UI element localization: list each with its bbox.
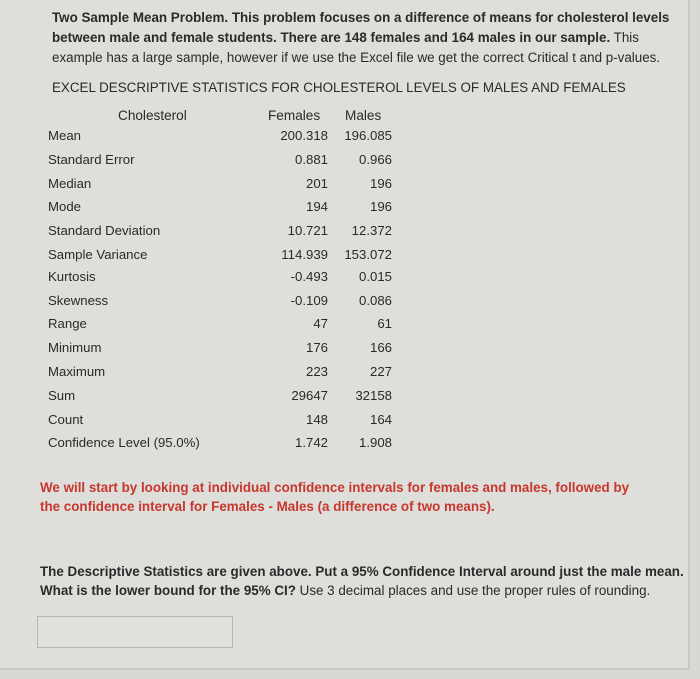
females-value: 201 bbox=[305, 175, 328, 191]
row-label: Mode bbox=[48, 199, 81, 215]
females-value: 200.318 bbox=[280, 128, 328, 143]
females-value: 148 bbox=[305, 411, 328, 427]
males-value: 166 bbox=[369, 340, 392, 356]
row-label: Sum bbox=[48, 387, 76, 403]
table-row bbox=[48, 223, 408, 245]
row-label: Standard Error bbox=[48, 151, 135, 167]
answer-input[interactable] bbox=[37, 616, 233, 648]
females-value: -0.109 bbox=[290, 292, 328, 308]
males-value: 0.015 bbox=[358, 268, 392, 284]
header-cholesterol: Cholesterol bbox=[118, 108, 187, 123]
row-label: Median bbox=[48, 175, 92, 191]
row-label: Confidence Level (95.0%) bbox=[48, 435, 200, 451]
row-label: Range bbox=[48, 316, 87, 332]
intro-normal: This example has a large sample, however if we use the Excel file we get the correct Critical t and p-values. bbox=[52, 30, 661, 65]
row-label: Count bbox=[48, 411, 84, 427]
males-value: 164 bbox=[369, 411, 392, 427]
table-row bbox=[48, 412, 408, 434]
table-row bbox=[48, 152, 408, 174]
females-value: 0.881 bbox=[294, 151, 328, 167]
females-value: 29647 bbox=[291, 387, 328, 403]
row-label: Skewness bbox=[48, 292, 109, 308]
table-row bbox=[48, 199, 408, 221]
males-value: 0.966 bbox=[358, 151, 392, 167]
males-value: 1.908 bbox=[358, 435, 392, 451]
header-females: Females bbox=[268, 108, 321, 123]
females-value: 10.721 bbox=[287, 223, 328, 239]
females-value: 114.939 bbox=[281, 247, 328, 262]
males-value: 12.372 bbox=[351, 223, 392, 239]
intro-bold: Two Sample Mean Problem. This problem focuses on a difference of means for cholesterol levels between male and female students. There are 148 females and 164 males in our sample. bbox=[52, 10, 670, 45]
question-text bbox=[40, 562, 690, 600]
males-value: 227 bbox=[369, 364, 392, 379]
females-value: 223 bbox=[305, 364, 328, 379]
females-value: 1.742 bbox=[294, 435, 328, 451]
row-label: Maximum bbox=[48, 364, 106, 379]
table-row bbox=[48, 293, 408, 315]
question-normal: Use 3 decimal places and use the proper rules of rounding. bbox=[295, 583, 651, 598]
row-label: Minimum bbox=[48, 340, 102, 356]
table-row bbox=[48, 340, 408, 362]
males-value: 196.085 bbox=[344, 128, 392, 143]
males-value: 32158 bbox=[355, 387, 392, 403]
table-row bbox=[48, 364, 408, 386]
row-label: Sample Variance bbox=[48, 247, 148, 262]
table-row bbox=[48, 269, 408, 291]
intro-text bbox=[52, 8, 672, 68]
question-bold: The Descriptive Statistics are given above. Put a 95% Confidence Interval around just the male mean. What is the lower bound for the 95% CI? bbox=[40, 564, 684, 598]
table-row bbox=[48, 388, 408, 410]
row-label: Standard Deviation bbox=[48, 223, 161, 239]
females-value: 176 bbox=[305, 340, 328, 356]
females-value: -0.493 bbox=[290, 268, 328, 284]
table-row bbox=[48, 176, 408, 198]
table-row bbox=[48, 435, 408, 457]
males-value: 61 bbox=[377, 316, 392, 332]
table-heading: EXCEL DESCRIPTIVE STATISTICS FOR CHOLESTEROL LEVELS OF MALES AND FEMALES bbox=[52, 80, 626, 95]
table-row bbox=[48, 247, 408, 269]
table-row bbox=[48, 316, 408, 338]
males-value: 196 bbox=[369, 199, 392, 215]
females-value: 194 bbox=[305, 199, 328, 215]
row-label: Mean bbox=[48, 128, 81, 143]
males-value: 153.072 bbox=[344, 247, 392, 262]
females-value: 47 bbox=[313, 316, 328, 332]
males-value: 0.086 bbox=[358, 292, 392, 308]
header-males: Males bbox=[345, 108, 382, 123]
table-row bbox=[48, 128, 408, 150]
instruction-note: We will start by looking at individual confidence intervals for females and males, followed by the confidence interval for Females - Males (a difference of two means). bbox=[40, 480, 630, 514]
males-value: 196 bbox=[369, 175, 392, 191]
row-label: Kurtosis bbox=[48, 268, 96, 284]
